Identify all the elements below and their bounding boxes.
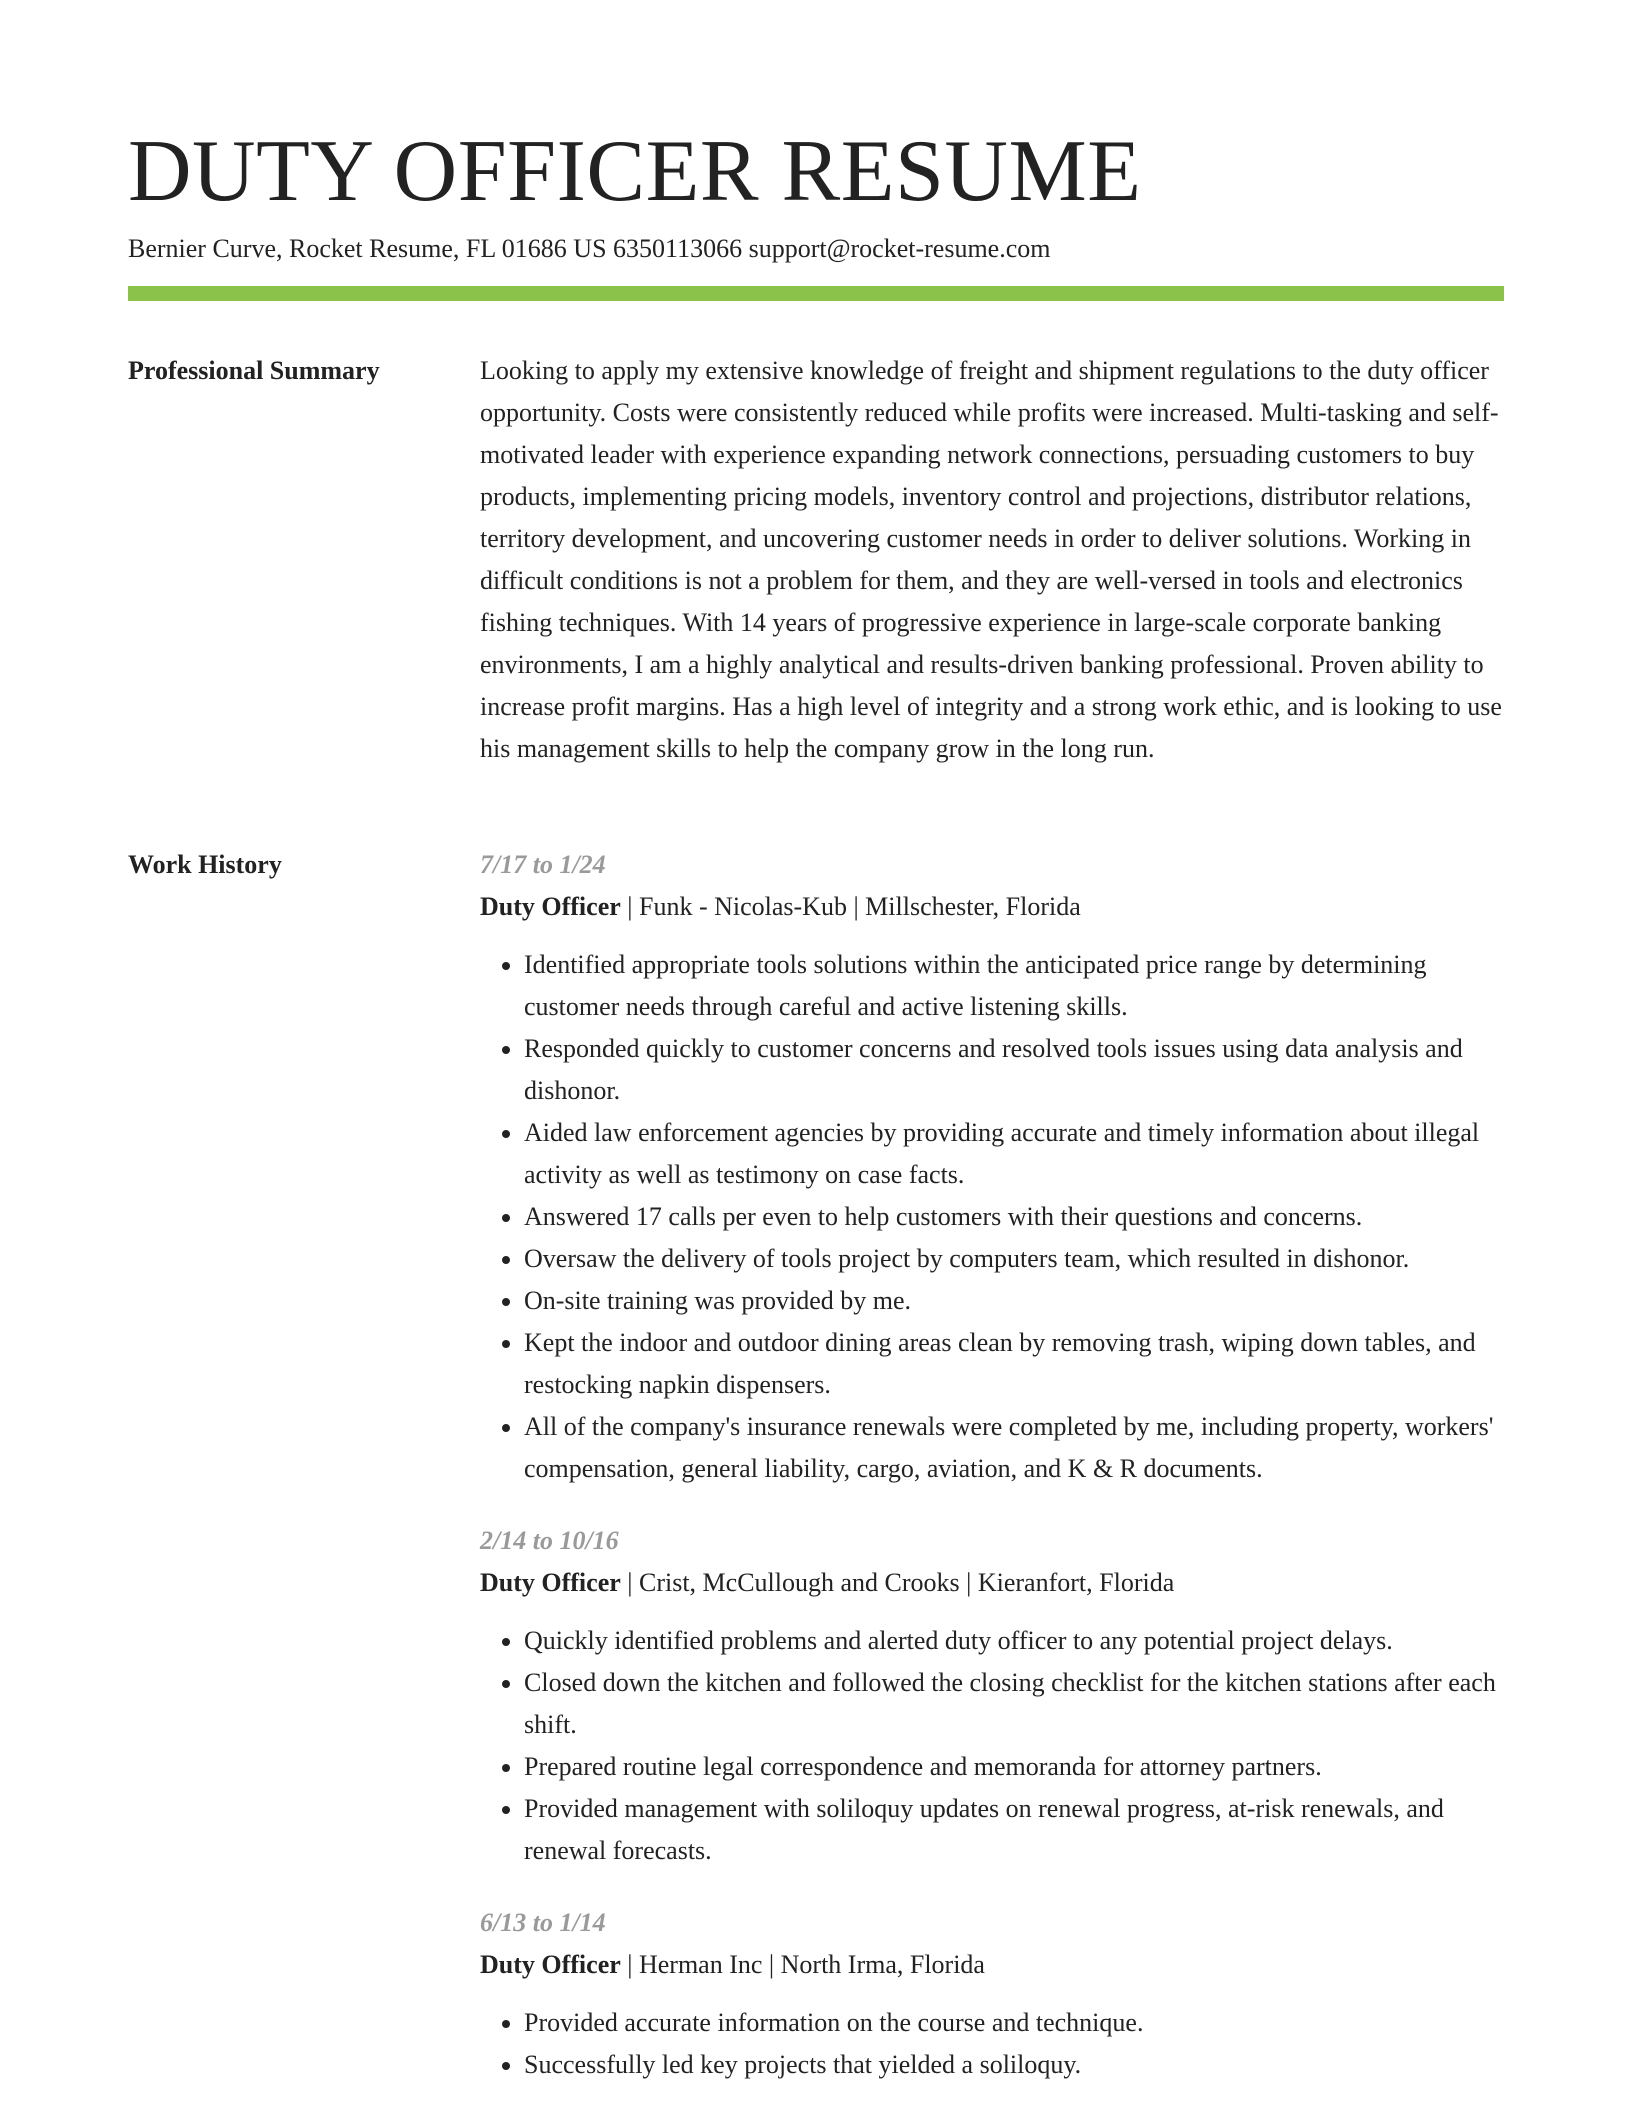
summary-text: Looking to apply my extensive knowledge of freight and shipment regulations to the duty officer opportunity. Costs were consistently reduced while profits were increased. Multi-tasking and self-motivated leader with experience expanding network connections, persuading customers to buy products, implementing pricing models, inventory control and projections, distributor relations, territory development, and uncovering customer needs in order to deliver solutions. Working in difficult conditions is not a problem for them, and they are well-versed in tools and electronics fishing techniques. With 14 years of progressive experience in large-scale corporate banking environments, I am a highly analytical and results-driven banking professional. Proven ability to increase profit margins. Has a high level of integrity and a strong work ethic, and is looking to use his management skills to help the company grow in the long run. xyxy=(480,356,1502,763)
job-bullet: • All of the company's insurance renewals were completed by me, including property, workers' compensation, general liability, cargo, aviation, and K & R documents. xyxy=(524,1406,1504,1490)
job-bullet-list xyxy=(480,2002,1504,2086)
job-bullet: • Prepared routine legal correspondence and memoranda for attorney partners. xyxy=(524,1746,1504,1788)
job-bullet: • Answered 17 calls per even to help customers with their questions and concerns. xyxy=(524,1196,1504,1238)
job-bullet: • Provided management with soliloquy updates on renewal progress, at-risk renewals, and renewal forecasts. xyxy=(524,1788,1504,1872)
job-title-line xyxy=(480,1944,1504,1986)
job-bullet: • Identified appropriate tools solutions within the anticipated price range by determining customer needs through careful and active listening skills. xyxy=(524,944,1504,1028)
job-bullet: • Kept the indoor and outdoor dining areas clean by removing trash, wiping down tables, and restocking napkin dispensers. xyxy=(524,1322,1504,1406)
job-bullet: • Quickly identified problems and alerted duty officer to any potential project delays. xyxy=(524,1620,1504,1662)
job-entry xyxy=(480,1520,1504,1872)
resume-title: DUTY OFFICER RESUME xyxy=(128,123,1142,220)
job-title: Duty Officer xyxy=(480,1950,621,1979)
work-history-body xyxy=(480,844,1504,2116)
job-bullet: • Oversaw the delivery of tools project by computers team, which resulted in dishonor. xyxy=(524,1238,1504,1280)
summary-label: Professional Summary xyxy=(128,356,380,385)
job-bullet: • Successfully led key projects that yielded a soliloquy. xyxy=(524,2044,1504,2086)
job-entry xyxy=(480,844,1504,1490)
job-title: Duty Officer xyxy=(480,892,621,921)
job-details: | Funk - Nicolas-Kub | Millschester, Florida xyxy=(620,892,1081,921)
job-dates: 2/14 to 10/16 xyxy=(480,1526,619,1555)
job-dates: 7/17 to 1/24 xyxy=(480,850,606,879)
job-bullet: • Aided law enforcement agencies by providing accurate and timely information about illegal activity as well as testimony on case facts. xyxy=(524,1112,1504,1196)
contact-address: Bernier Curve, Rocket Resume, FL 01686 US xyxy=(128,234,607,263)
job-details: | Herman Inc | North Irma, Florida xyxy=(620,1950,985,1979)
job-dates: 6/13 to 1/14 xyxy=(480,1908,606,1937)
accent-divider xyxy=(128,286,1504,301)
contact-email: support@rocket-resume.com xyxy=(748,234,1051,263)
job-title-line xyxy=(480,886,1504,928)
job-details: | Crist, McCullough and Crooks | Kieranfort, Florida xyxy=(620,1568,1175,1597)
job-bullet: • Responded quickly to customer concerns and resolved tools issues using data analysis and dishonor. xyxy=(524,1028,1504,1112)
job-bullet: • On-site training was provided by me. xyxy=(524,1280,1504,1322)
contact-phone: 6350113066 xyxy=(613,234,743,263)
job-bullet: • Closed down the kitchen and followed the closing checklist for the kitchen stations after each shift. xyxy=(524,1662,1504,1746)
job-bullet: • Provided accurate information on the course and technique. xyxy=(524,2002,1504,2044)
job-title-line xyxy=(480,1562,1504,1604)
contact-line xyxy=(128,232,1051,266)
job-bullet-list xyxy=(480,944,1504,1490)
job-entry xyxy=(480,1902,1504,2086)
summary-body xyxy=(480,350,1504,770)
job-title: Duty Officer xyxy=(480,1568,621,1597)
job-bullet-list xyxy=(480,1620,1504,1872)
work-history-label: Work History xyxy=(128,850,282,879)
